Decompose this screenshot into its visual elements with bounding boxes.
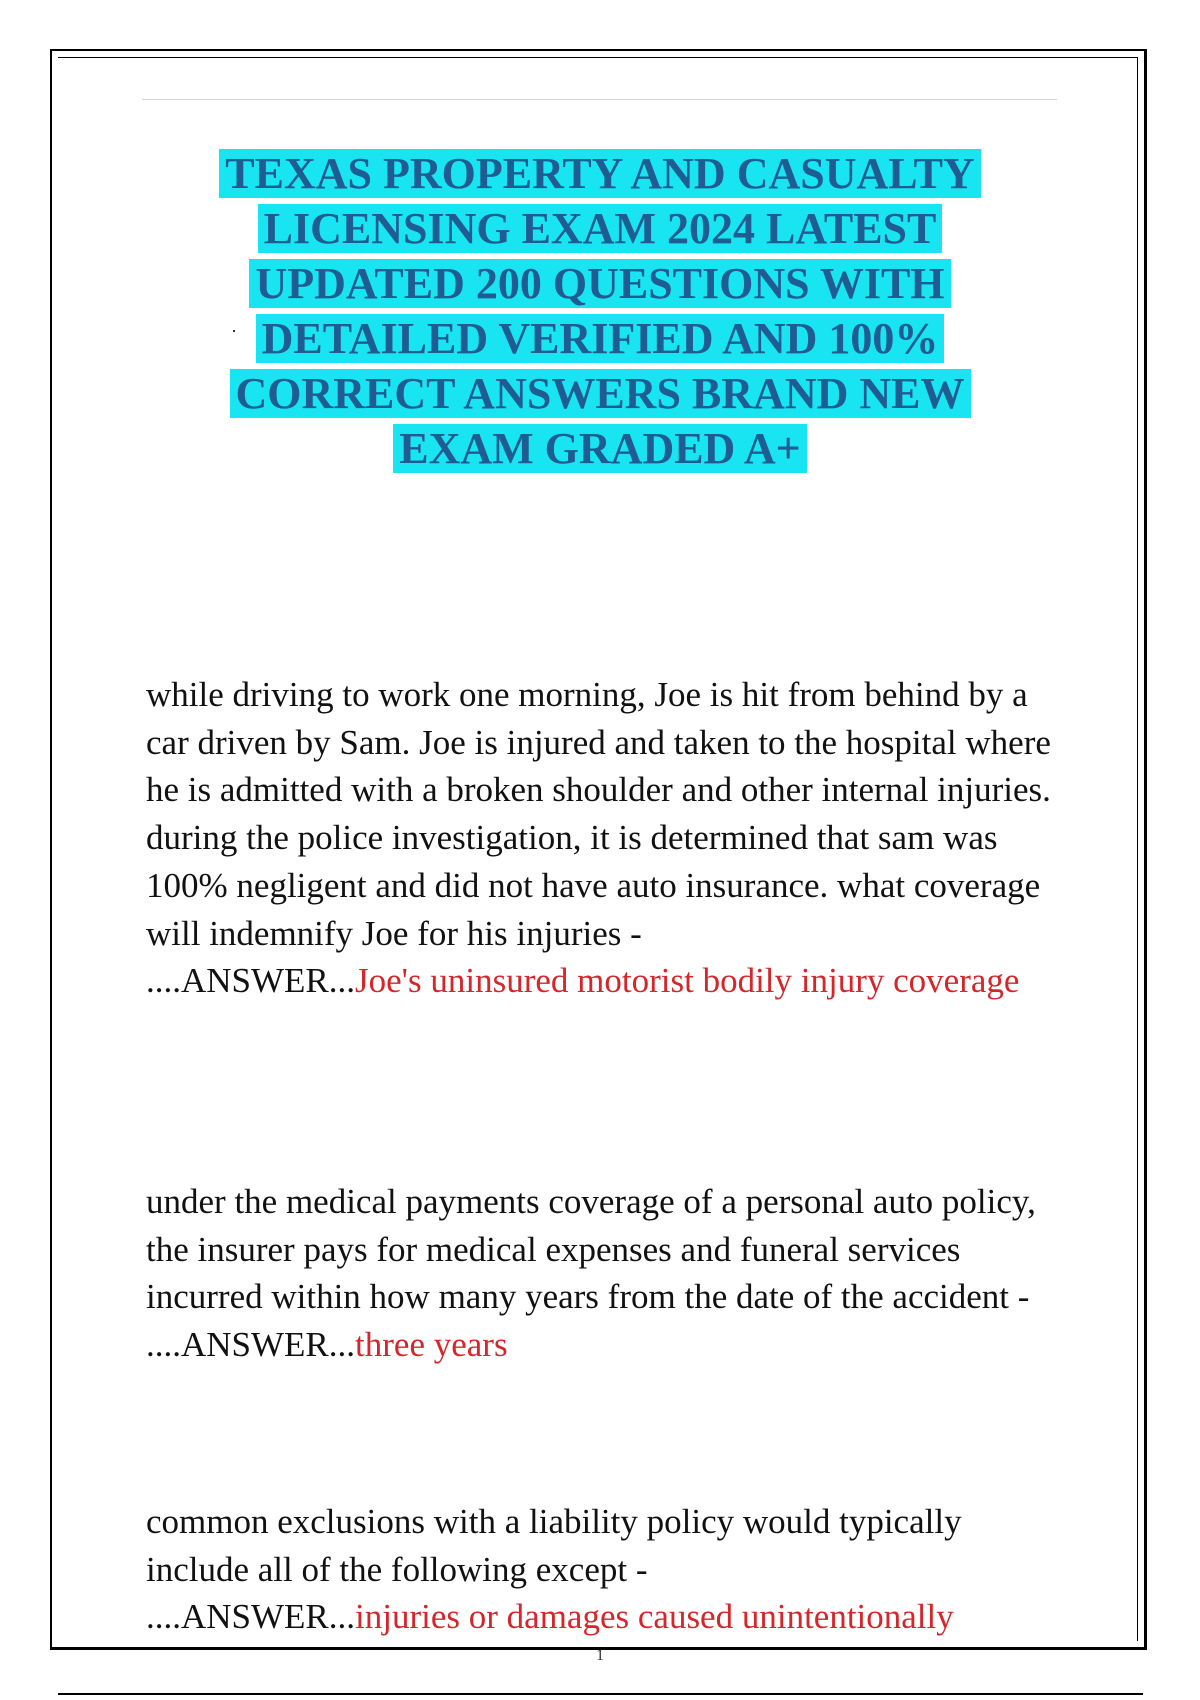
question-block-2 (146, 1178, 1056, 1369)
answer-prefix: ....ANSWER... (146, 1597, 356, 1637)
document-title (180, 146, 1020, 476)
question-block-3 (146, 1498, 1056, 1641)
footer-divider (58, 1693, 1143, 1695)
question-text: while driving to work one morning, Joe is hit from behind by a car driven by Sam. Joe is injured and taken to the hospital where he is admitted with a broken shoulder and other internal injuries. during the police investigation, it is determined that sam was 100% negligent and did not have auto insurance. what coverage will indemnify Joe for his injuries - (146, 675, 1051, 953)
header-divider (142, 99, 1057, 100)
answer-text: three years (355, 1325, 508, 1365)
page-number: 1 (596, 1647, 604, 1664)
document-title-text: TEXAS PROPERTY AND CASUALTY LICENSING EXAM 2024 LATEST UPDATED 200 QUESTIONS WITH DETAILED VERIFIED AND 100% CORRECT ANSWERS BRAND NEW EXAM GRADED A+ (219, 149, 980, 473)
answer-prefix: ....ANSWER... (146, 1325, 356, 1365)
answer-prefix: ....ANSWER... (146, 961, 356, 1001)
question-text: common exclusions with a liability policy would typically include all of the following except - (146, 1502, 962, 1589)
answer-text: Joe's uninsured motorist bodily injury coverage (355, 961, 1020, 1001)
question-block-1 (146, 671, 1056, 1005)
answer-text: injuries or damages caused unintentionally (355, 1597, 954, 1637)
question-text: under the medical payments coverage of a personal auto policy, the insurer pays for medical expenses and funeral services incurred within how many years from the date of the accident - (146, 1182, 1036, 1317)
stray-mark (233, 330, 235, 332)
